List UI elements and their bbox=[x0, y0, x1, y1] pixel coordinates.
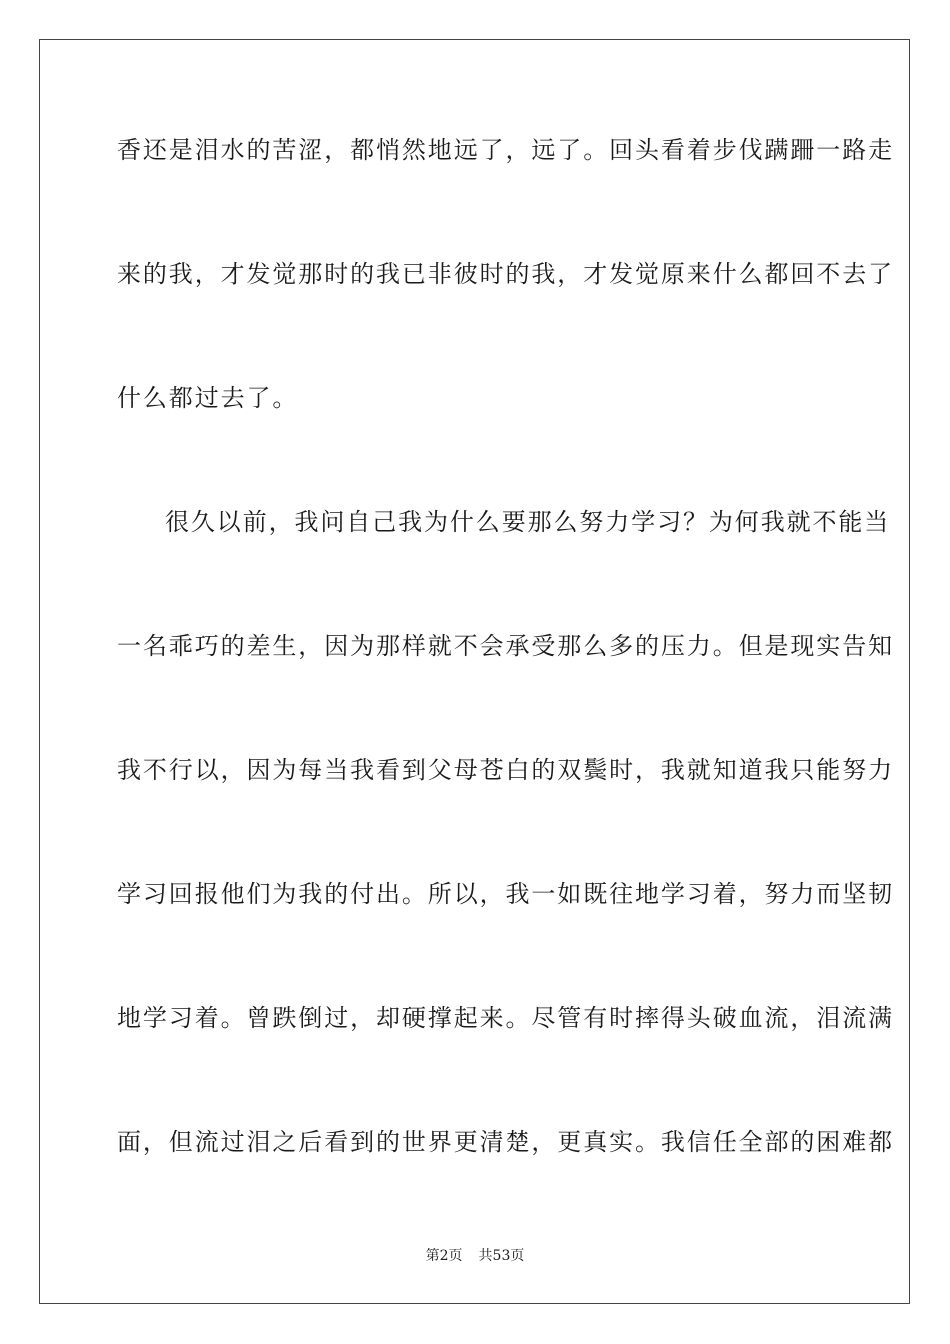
page-border bbox=[39, 39, 910, 1304]
body-line-1: 香还是泪水的苦涩，都悄然地远了，远了。回头看着步伐蹒跚一路走 bbox=[117, 136, 894, 164]
body-line-8: 地学习着。曾跌倒过，却硬撑起来。尽管有时摔得头破血流，泪流满 bbox=[117, 1004, 894, 1032]
body-line-3: 什么都过去了。 bbox=[117, 384, 299, 412]
page-total: 共53页 bbox=[478, 1248, 525, 1264]
body-line-5: 一名乖巧的差生，因为那样就不会承受那么多的压力。但是现实告知 bbox=[117, 632, 894, 660]
page-footer bbox=[0, 1247, 950, 1265]
body-line-7: 学习回报他们为我的付出。所以，我一如既往地学习着，努力而坚韧 bbox=[117, 880, 894, 908]
body-line-9: 面，但流过泪之后看到的世界更清楚，更真实。我信任全部的困难都 bbox=[117, 1128, 894, 1156]
body-line-4: 很久以前，我问自己我为什么要那么努力学习？为何我就不能当 bbox=[165, 508, 891, 536]
page-number: 第2页 bbox=[425, 1248, 463, 1264]
body-line-2: 来的我，才发觉那时的我已非彼时的我，才发觉原来什么都回不去了 bbox=[117, 260, 894, 288]
body-line-6: 我不行以，因为每当我看到父母苍白的双鬓时，我就知道我只能努力 bbox=[117, 756, 894, 784]
